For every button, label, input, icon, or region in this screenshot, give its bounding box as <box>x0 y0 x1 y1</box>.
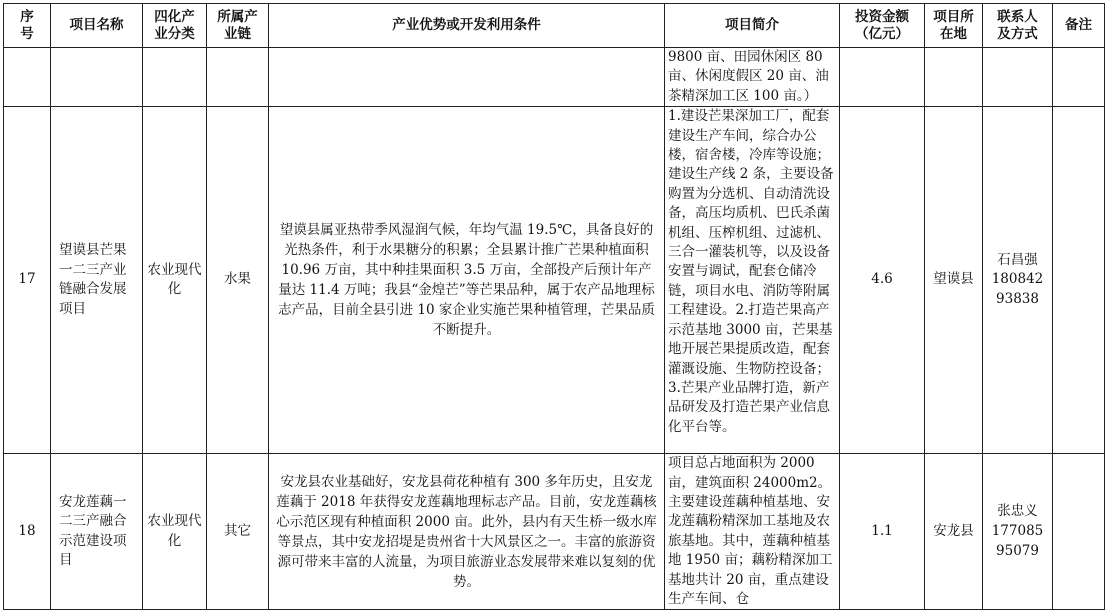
row-advantage: 安龙县农业基础好，安龙县荷花种植有 300 多年历史，且安龙莲藕于 2018 年获得安龙莲藕地理标志产品。目前，安龙莲藕核心示范区现有种植面积 2000 亩。此外，县内有天生桥一级水库等景点，其中安龙招堤是贵州省十大风景区之一。丰富的旅游资源可带来丰富的人流量，为项目旅游业态发展带来难以复刻的优势。 <box>269 454 665 610</box>
row-contact: 石昌强 180842 93838 <box>983 107 1053 454</box>
header-location: 项目所 在地 <box>925 4 983 48</box>
row-project-name: 安龙莲藕一二三产融合示范建设项目 <box>51 454 143 610</box>
row-remark <box>1053 454 1105 610</box>
header-contact: 联系人 及方式 <box>983 4 1053 48</box>
row-seq: 17 <box>4 107 51 454</box>
row-category: 农业现代化 <box>143 454 207 610</box>
header-name: 项目名称 <box>51 4 143 48</box>
header-brief: 项目简介 <box>665 4 840 48</box>
header-remark: 备注 <box>1053 4 1105 48</box>
row-chain: 其它 <box>207 454 269 610</box>
row-location: 安龙县 <box>925 454 983 610</box>
row-brief: 项目总占地面积为 2000 亩，建筑面积 24000m2。主要建设莲藕种植基地、安龙莲藕粉精深加工基地及农旅基地。其中，莲藕种植基地 1950 亩；藕粉精深加工基地共计 20 亩，重点建设生产车间、仓 <box>665 454 840 610</box>
table-row <box>4 454 1105 610</box>
row-chain: 水果 <box>207 107 269 454</box>
row-advantage: 望谟县属亚热带季风湿润气候，年均气温 19.5℃，具备良好的光热条件，利于水果糖分的积累；全县累计推广芒果种植面积 10.96 万亩，其中种挂果面积 3.5 万亩，全部投产后预计年产量达 11.4 万吨；我县“金煌芒”等芒果品种，属于农产品地理标志产品，目前全县引进 10 家企业实施芒果种植管理，芒果品质不断提升。 <box>269 107 665 454</box>
row-location: 望谟县 <box>925 107 983 454</box>
project-table <box>3 3 1105 610</box>
row-category: 农业现代化 <box>143 107 207 454</box>
row-project-name: 望谟县芒果一二三产业链融合发展项目 <box>51 107 143 454</box>
header-row <box>4 4 1105 48</box>
header-category: 四化产 业分类 <box>143 4 207 48</box>
continuation-brief: 9800 亩、田园休闲区 80 亩、休闲度假区 20 亩、油茶精深加工区 100 亩。） <box>665 48 840 107</box>
row-seq: 18 <box>4 454 51 610</box>
header-seq: 序 号 <box>4 4 51 48</box>
row-brief: 1.建设芒果深加工厂，配套建设生产车间，综合办公楼，宿舍楼，冷库等设施；建设生产线 2 条，主要设备购置为分选机、自动清洗设备，高压均质机、巴氏杀菌机组、压榨机组、过滤机、三合一灌装机等，以及设备安置与调试，配套仓储冷链，项目水电、消防等附属工程建设。2.打造芒果高产示范基地 3000 亩，芒果基地开展芒果提质改造，配套灌溉设施、生物防控设备；3.芒果产业品牌打造，新产品研发及打造芒果产业信息化平台等。 <box>665 107 840 454</box>
header-investment: 投资金额 （亿元） <box>840 4 925 48</box>
row-remark <box>1053 107 1105 454</box>
row-investment: 1.1 <box>840 454 925 610</box>
row-contact: 张忠义 177085 95079 <box>983 454 1053 610</box>
header-chain: 所属产 业链 <box>207 4 269 48</box>
row-investment: 4.6 <box>840 107 925 454</box>
continuation-row <box>4 48 1105 107</box>
header-advantage: 产业优势或开发利用条件 <box>269 4 665 48</box>
table-row <box>4 107 1105 454</box>
